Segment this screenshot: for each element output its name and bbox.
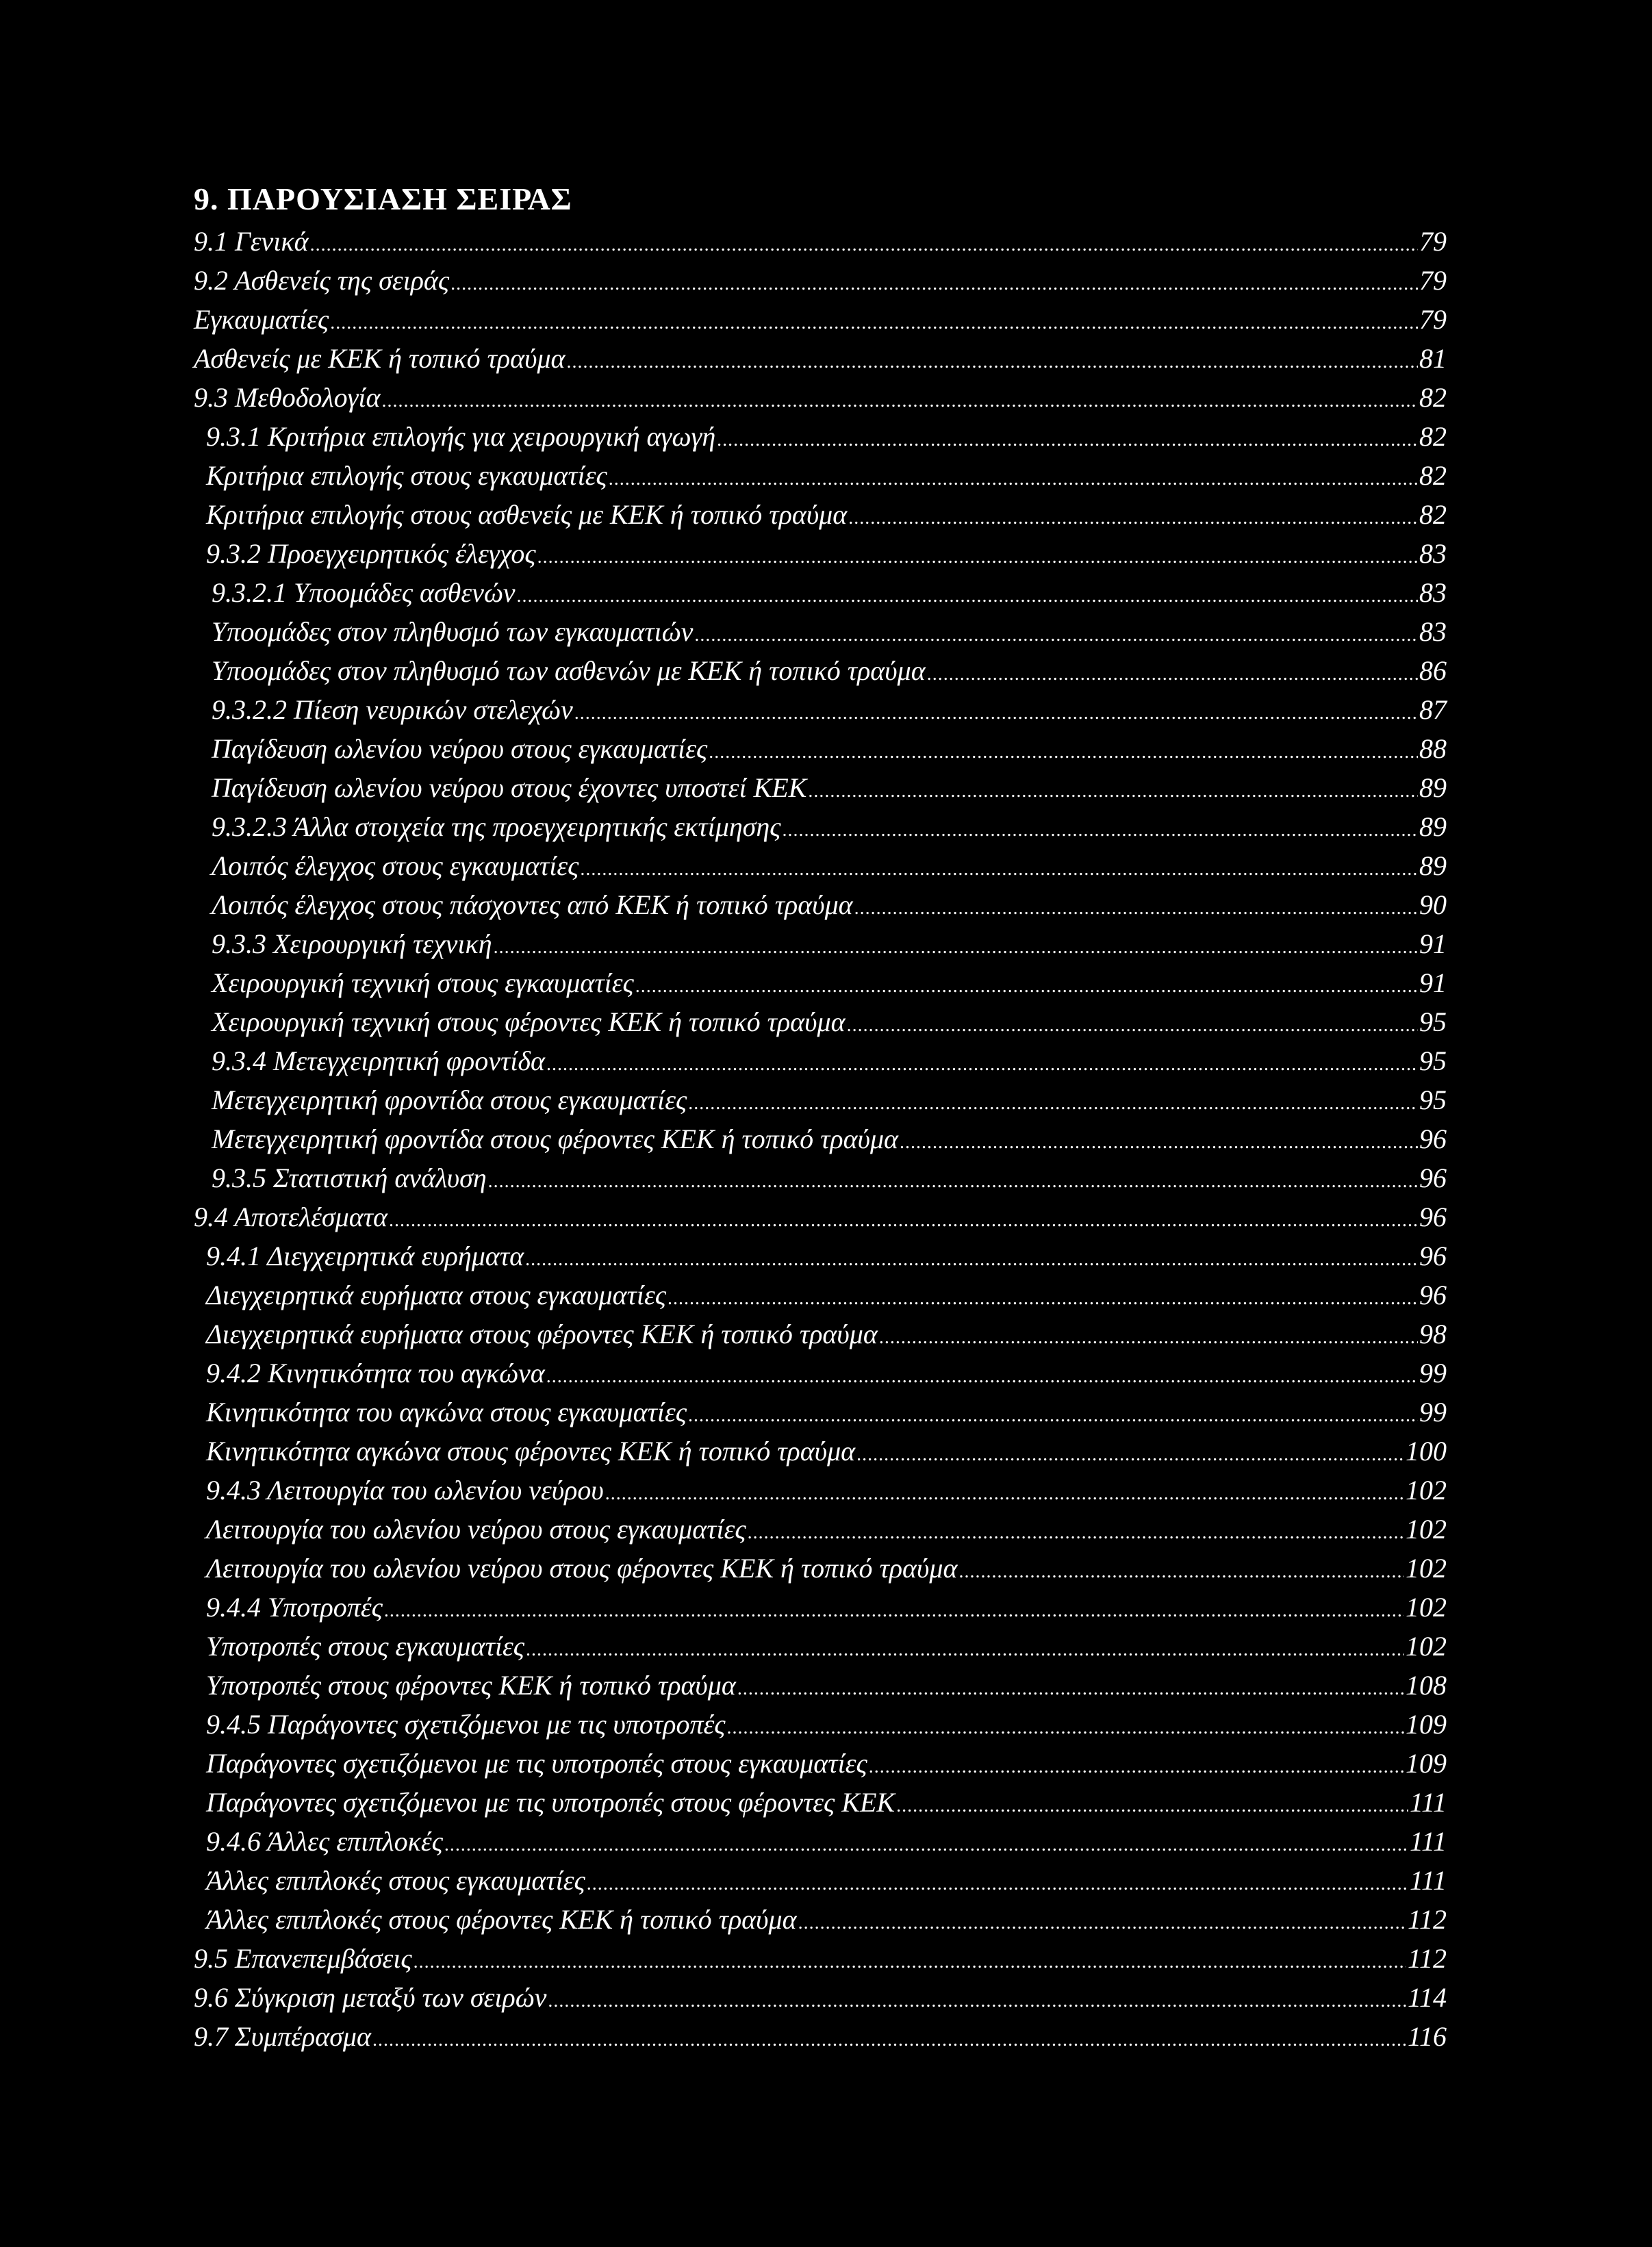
toc-entry-title[interactable]: 9.4.3 Λειτουργία του ωλενίου νεύρου xyxy=(206,1475,604,1506)
toc-entry-page: 90 xyxy=(1419,889,1447,920)
toc-entry-title[interactable]: Υποτροπές στους εγκαυματίες xyxy=(206,1631,525,1662)
toc-dot-leader xyxy=(958,1552,1404,1591)
toc-entry[interactable] xyxy=(194,1900,1447,1939)
toc-dot-leader xyxy=(854,889,1418,928)
toc-entry-title[interactable]: 9.3.2.2 Πίεση νευρικών στελεχών xyxy=(212,694,573,725)
toc-entry-page: 112 xyxy=(1407,1943,1447,1974)
toc-dot-leader xyxy=(879,1318,1418,1357)
toc-entry-page: 82 xyxy=(1419,460,1447,491)
toc-entry-page: 95 xyxy=(1419,1006,1447,1037)
toc-dot-leader xyxy=(525,1240,1418,1279)
toc-entry-page: 96 xyxy=(1419,1202,1447,1232)
toc-entry-title[interactable]: 9.3.5 Στατιστική ανάλυση xyxy=(212,1163,487,1193)
toc-entry-page: 102 xyxy=(1406,1475,1447,1506)
toc-dot-leader xyxy=(605,1474,1404,1513)
toc-entry[interactable] xyxy=(194,1510,1447,1549)
toc-entry-title[interactable]: 9.3.4 Μετεγχειρητική φροντίδα xyxy=(212,1045,546,1076)
toc-entry-title[interactable]: 9.4.6 Άλλες επιπλοκές xyxy=(206,1826,443,1857)
toc-entry-title[interactable]: Μετεγχειρητική φροντίδα στους φέροντες ΚΕΚ ή τοπικό τραύμα xyxy=(212,1124,899,1154)
toc-entry[interactable] xyxy=(194,1315,1447,1354)
toc-entry[interactable] xyxy=(194,612,1447,651)
toc-entry[interactable] xyxy=(194,573,1447,612)
toc-list xyxy=(194,222,1447,2056)
toc-entry[interactable] xyxy=(194,1744,1447,1783)
toc-entry-title[interactable]: 9.4.1 Διεγχειρητικά ευρήματα xyxy=(206,1241,524,1271)
toc-entry-page: 82 xyxy=(1419,382,1447,413)
toc-entry-title[interactable]: 9.4.2 Κινητικότητα του αγκώνα xyxy=(206,1358,545,1388)
toc-dot-leader xyxy=(382,381,1418,420)
toc-entry-title[interactable]: Κινητικότητα αγκώνα στους φέροντες ΚΕΚ ή τοπικό τραύμα xyxy=(206,1436,856,1467)
toc-entry[interactable] xyxy=(194,534,1447,573)
toc-dot-leader xyxy=(546,1045,1418,1084)
toc-entry-page: 82 xyxy=(1419,499,1447,530)
toc-entry-title[interactable]: Εγκαυματίες xyxy=(194,304,329,335)
toc-entry[interactable] xyxy=(194,1627,1447,1666)
toc-dot-leader xyxy=(896,1786,1408,1825)
toc-dot-leader xyxy=(310,225,1418,264)
toc-entry[interactable] xyxy=(194,1861,1447,1900)
toc-entry-page: 112 xyxy=(1407,1904,1447,1935)
toc-entry[interactable] xyxy=(194,963,1447,1002)
toc-entry-title[interactable]: 9.3.2 Προεγχειρητικός έλεγχος xyxy=(206,538,536,569)
toc-entry[interactable] xyxy=(194,846,1447,885)
toc-entry[interactable] xyxy=(194,807,1447,846)
toc-entry-title[interactable]: Διεγχειρητικά ευρήματα στους εγκαυματίες xyxy=(206,1280,667,1310)
toc-dot-leader xyxy=(688,1396,1418,1435)
toc-dot-leader xyxy=(927,655,1418,694)
toc-entry[interactable] xyxy=(194,456,1447,495)
toc-entry[interactable] xyxy=(194,2017,1447,2056)
toc-dot-leader xyxy=(372,2020,1406,2059)
toc-entry-title[interactable]: 9.3.2.3 Άλλα στοιχεία της προεγχειρητικής εκτίμησης xyxy=(212,811,781,842)
toc-entry[interactable] xyxy=(194,924,1447,963)
toc-dot-leader xyxy=(808,772,1418,811)
toc-dot-leader xyxy=(444,1825,1408,1864)
toc-entry-title[interactable]: Κριτήρια επιλογής στους εγκαυματίες xyxy=(206,460,607,491)
toc-entry-title[interactable]: Υποτροπές στους φέροντες ΚΕΚ ή τοπικό τραύμα xyxy=(206,1670,736,1701)
toc-dot-leader xyxy=(414,1942,1406,1981)
toc-entry[interactable] xyxy=(194,1588,1447,1627)
toc-entry[interactable] xyxy=(194,1939,1447,1978)
toc-entry-page: 114 xyxy=(1407,1982,1447,2013)
toc-entry[interactable] xyxy=(194,1471,1447,1510)
toc-entry-title[interactable]: 9.3 Μεθοδολογία xyxy=(194,382,381,413)
toc-entry[interactable] xyxy=(194,1158,1447,1197)
toc-dot-leader xyxy=(688,1084,1418,1123)
toc-dot-leader xyxy=(574,694,1418,733)
toc-dot-leader xyxy=(856,1435,1404,1474)
toc-entry-page: 95 xyxy=(1419,1084,1447,1115)
toc-dot-leader xyxy=(450,264,1418,303)
toc-dot-leader xyxy=(848,498,1418,537)
toc-dot-leader xyxy=(517,576,1419,615)
toc-entry[interactable] xyxy=(194,1080,1447,1119)
toc-dot-leader xyxy=(548,1981,1406,2020)
toc-dot-leader xyxy=(537,537,1418,576)
toc-entry-page: 79 xyxy=(1419,226,1447,257)
toc-entry-page: 96 xyxy=(1419,1280,1447,1310)
toc-entry[interactable] xyxy=(194,768,1447,807)
toc-entry-title[interactable]: Άλλες επιπλοκές στους εγκαυματίες xyxy=(206,1865,585,1896)
toc-entry-page: 102 xyxy=(1406,1592,1447,1623)
toc-entry-title[interactable]: 9.3.3 Χειρουργική τεχνική xyxy=(212,928,492,959)
toc-entry-page: 109 xyxy=(1406,1709,1447,1740)
toc-entry-title[interactable]: 9.7 Συμπέρασμα xyxy=(194,2021,372,2052)
toc-entry-title[interactable]: 9.4.5 Παράγοντες σχετιζόμενοι με τις υποτροπές xyxy=(206,1709,726,1740)
toc-dot-leader xyxy=(782,811,1418,850)
toc-entry-page: 102 xyxy=(1406,1631,1447,1662)
toc-dot-leader xyxy=(384,1591,1404,1630)
toc-entry-page: 79 xyxy=(1419,304,1447,335)
toc-dot-leader xyxy=(726,1708,1404,1747)
toc-dot-leader xyxy=(748,1513,1404,1552)
toc-dot-leader xyxy=(737,1669,1404,1708)
toc-entry-page: 83 xyxy=(1419,577,1447,608)
toc-entry-page: 89 xyxy=(1419,772,1447,803)
toc-entry-title[interactable]: Υποομάδες στον πληθυσμό των ασθενών με ΚΕΚ ή τοπικό τραύμα xyxy=(212,655,926,686)
toc-entry-page: 82 xyxy=(1419,421,1447,452)
toc-entry[interactable] xyxy=(194,1041,1447,1080)
toc-entry[interactable] xyxy=(194,1119,1447,1158)
toc-entry-page: 83 xyxy=(1419,616,1447,647)
toc-entry-page: 96 xyxy=(1419,1163,1447,1193)
toc-entry[interactable] xyxy=(194,1354,1447,1393)
toc-entry-page: 102 xyxy=(1406,1514,1447,1545)
toc-entry-title[interactable]: 9.4 Αποτελέσματα xyxy=(194,1202,388,1232)
toc-dot-leader xyxy=(609,459,1418,498)
toc-dot-leader xyxy=(494,928,1418,967)
toc-entry[interactable] xyxy=(194,1432,1447,1471)
toc-dot-leader xyxy=(587,1864,1408,1903)
toc-entry-title[interactable]: Κινητικότητα του αγκώνα στους εγκαυματίες xyxy=(206,1397,687,1427)
toc-dot-leader xyxy=(488,1162,1418,1201)
toc-entry-title[interactable]: 9.3.1 Κριτήρια επιλογής για χειρουργική αγωγή xyxy=(206,421,716,452)
toc-entry-page: 87 xyxy=(1419,694,1447,725)
toc-dot-leader xyxy=(580,850,1418,889)
toc-entry[interactable] xyxy=(194,1666,1447,1705)
toc-entry-page: 96 xyxy=(1419,1241,1447,1271)
toc-entry-page: 88 xyxy=(1419,733,1447,764)
toc-dot-leader xyxy=(798,1903,1406,1942)
toc-entry[interactable] xyxy=(194,1236,1447,1275)
toc-entry-page: 109 xyxy=(1406,1748,1447,1779)
toc-entry-title[interactable]: Παγίδευση ωλενίου νεύρου στους εγκαυματίες xyxy=(212,733,708,764)
toc-entry[interactable] xyxy=(194,339,1447,378)
toc-entry-title[interactable]: Διεγχειρητικά ευρήματα στους φέροντες ΚΕΚ ή τοπικό τραύμα xyxy=(206,1319,878,1349)
toc-dot-leader xyxy=(526,1630,1404,1669)
toc-entry-page: 116 xyxy=(1407,2021,1447,2052)
toc-entry-page: 102 xyxy=(1406,1553,1447,1584)
toc-entry[interactable] xyxy=(194,1822,1447,1861)
toc-dot-leader xyxy=(389,1201,1418,1240)
toc-entry[interactable] xyxy=(194,1275,1447,1315)
toc-dot-leader xyxy=(635,967,1418,1006)
toc-entry-title[interactable]: Χειρουργική τεχνική στους φέροντες ΚΕΚ ή τοπικό τραύμα xyxy=(212,1006,846,1037)
toc-entry[interactable] xyxy=(194,1197,1447,1236)
toc-entry[interactable] xyxy=(194,1705,1447,1744)
toc-entry-page: 89 xyxy=(1419,811,1447,842)
toc-entry-page: 89 xyxy=(1419,850,1447,881)
toc-entry-title[interactable]: Λειτουργία του ωλενίου νεύρου στους φέροντες ΚΕΚ ή τοπικό τραύμα xyxy=(206,1553,958,1584)
toc-dot-leader xyxy=(900,1123,1418,1162)
toc-entry-page: 100 xyxy=(1406,1436,1447,1467)
toc-dot-leader xyxy=(330,303,1418,342)
toc-entry[interactable] xyxy=(194,1783,1447,1822)
toc-entry-page: 99 xyxy=(1419,1397,1447,1427)
toc-entry[interactable] xyxy=(194,1978,1447,2017)
toc-entry-page: 86 xyxy=(1419,655,1447,686)
toc-dot-leader xyxy=(567,342,1418,381)
toc-dot-leader xyxy=(847,1006,1418,1045)
toc-entry[interactable] xyxy=(194,417,1447,456)
toc-entry[interactable] xyxy=(194,885,1447,924)
toc-entry-title[interactable]: Άλλες επιπλοκές στους φέροντες ΚΕΚ ή τοπικό τραύμα xyxy=(206,1904,797,1935)
toc-entry[interactable] xyxy=(194,300,1447,339)
toc-entry-title[interactable]: Λειτουργία του ωλενίου νεύρου στους εγκαυματίες xyxy=(206,1514,746,1545)
toc-entry-page: 91 xyxy=(1419,967,1447,998)
toc-dot-leader xyxy=(694,615,1418,655)
toc-dot-leader xyxy=(668,1279,1418,1318)
toc-dot-leader xyxy=(546,1357,1418,1396)
toc-entry-title[interactable]: 9.3.2.1 Υποομάδες ασθενών xyxy=(212,577,516,608)
toc-entry-title[interactable]: Κριτήρια επιλογής στους ασθενείς με ΚΕΚ ή τοπικό τραύμα xyxy=(206,499,848,530)
toc-entry[interactable] xyxy=(194,651,1447,690)
toc-entry-page: 91 xyxy=(1419,928,1447,959)
toc-entry-page: 96 xyxy=(1419,1124,1447,1154)
toc-entry-title[interactable]: 9.5 Επανεπεμβάσεις xyxy=(194,1943,412,1974)
toc-dot-leader xyxy=(709,733,1418,772)
toc-entry-title[interactable]: 9.1 Γενικά xyxy=(194,226,309,257)
toc-entry-page: 98 xyxy=(1419,1319,1447,1349)
toc-entry-page: 83 xyxy=(1419,538,1447,569)
toc-entry-title[interactable]: 9.6 Σύγκριση μεταξύ των σειρών xyxy=(194,1982,547,2013)
toc-entry-page: 79 xyxy=(1419,265,1447,296)
toc-entry-page: 111 xyxy=(1409,1826,1447,1857)
toc-entry[interactable] xyxy=(194,1549,1447,1588)
toc-entry-title[interactable]: Μετεγχειρητική φροντίδα στους εγκαυματίες xyxy=(212,1084,687,1115)
toc-entry[interactable] xyxy=(194,1393,1447,1432)
toc-entry[interactable] xyxy=(194,729,1447,768)
toc-entry-title[interactable]: Χειρουργική τεχνική στους εγκαυματίες xyxy=(212,967,634,998)
toc-dot-leader xyxy=(717,420,1418,459)
toc-entry-page: 81 xyxy=(1419,343,1447,374)
toc-heading: 9. ΠΑΡΟΥΣΙΑΣΗ ΣΕΙΡΑΣ xyxy=(194,181,572,216)
toc-entry-title[interactable]: 9.4.4 Υποτροπές xyxy=(206,1592,383,1623)
toc-entry-page: 111 xyxy=(1409,1787,1447,1818)
toc-entry-title[interactable]: Ασθενείς με ΚΕΚ ή τοπικό τραύμα xyxy=(194,343,566,374)
toc-entry-page: 95 xyxy=(1419,1045,1447,1076)
toc-entry[interactable] xyxy=(194,690,1447,729)
toc-entry-page: 111 xyxy=(1409,1865,1447,1896)
toc-entry-title[interactable]: Λοιπός έλεγχος στους εγκαυματίες xyxy=(212,850,579,881)
toc-dot-leader xyxy=(869,1747,1404,1786)
toc-entry-title[interactable]: Παράγοντες σχετιζόμενοι με τις υποτροπές στους εγκαυματίες xyxy=(206,1748,867,1779)
toc-entry[interactable] xyxy=(194,495,1447,534)
toc-entry-title[interactable]: Παράγοντες σχετιζόμενοι με τις υποτροπές στους φέροντες ΚΕΚ xyxy=(206,1787,895,1818)
toc-entry[interactable] xyxy=(194,378,1447,417)
toc-entry-title[interactable]: Λοιπός έλεγχος στους πάσχοντες από ΚΕΚ ή τοπικό τραύμα xyxy=(212,889,853,920)
toc-entry-title[interactable]: Υποομάδες στον πληθυσμό των εγκαυματιών xyxy=(212,616,694,647)
toc-entry-page: 99 xyxy=(1419,1358,1447,1388)
toc-entry[interactable] xyxy=(194,261,1447,300)
toc-entry[interactable] xyxy=(194,1002,1447,1041)
toc-entry-title[interactable]: Παγίδευση ωλενίου νεύρου στους έχοντες υποστεί ΚΕΚ xyxy=(212,772,807,803)
toc-entry-page: 108 xyxy=(1406,1670,1447,1701)
toc-entry[interactable] xyxy=(194,222,1447,261)
toc-entry-title[interactable]: 9.2 Ασθενείς της σειράς xyxy=(194,265,450,296)
